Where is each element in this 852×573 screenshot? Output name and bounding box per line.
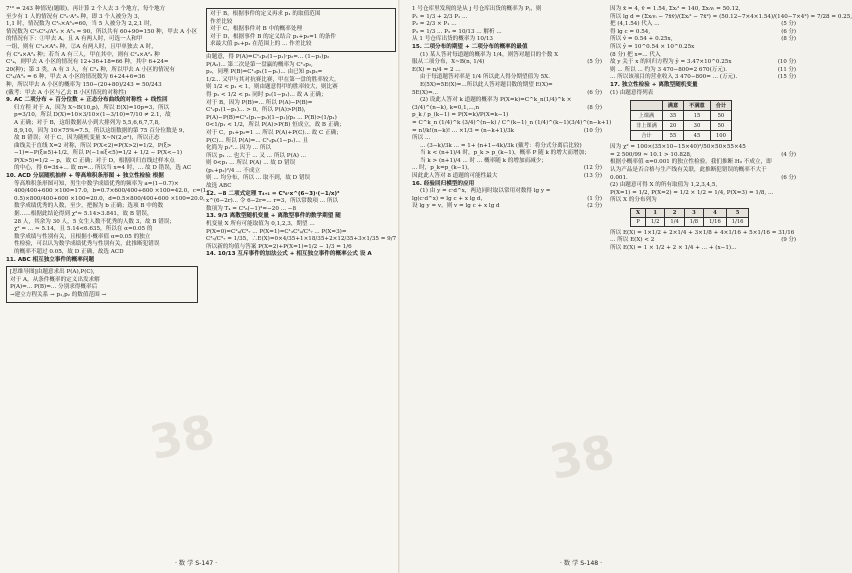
text-line <box>610 237 796 245</box>
text-line <box>6 21 198 29</box>
score-mark: (5 分) <box>781 21 796 28</box>
line-text: P(C)... 所以 P(A)=... C¹₂p₁(1−p₁)... 且 <box>206 137 309 144</box>
text-line <box>10 284 194 292</box>
line-text: 归方程 对于 A，因为 X~B(10,p)，所以 E(X)=10p=3，所以 <box>14 104 170 111</box>
line-text: 至少有 1 人的情况有 C²₅·A³₃ 种，即 3 个人被分为 3, <box>6 13 140 20</box>
line-text: A 正确；对于 B，这组数据从小到大排列为 5,5,6,6,7,7,8, <box>14 119 160 126</box>
line-text: 故 B 错误；对于 C，因为随机变量 X~N(2,σ²)，所以正态 <box>14 135 160 142</box>
table-cell: 35 <box>662 111 683 121</box>
text-line <box>412 112 602 120</box>
line-text: 所以 X 的分布列为 <box>610 197 657 204</box>
line-text: 由题意，得 P(A)=C¹₂p₁(1−p₁)·p₂=... (1−p₁)p₂ <box>206 53 330 60</box>
text-line <box>412 203 602 211</box>
line-text: χ² = ... ≈ 5.14，且 5.14<6.635，所以在 α=0.05 的 <box>14 226 153 233</box>
line-text: P(X>5)=1/2 − p，故 C 正确；对于 D，根据回归直线过样本点 <box>14 157 175 164</box>
line-text: P₁ = 1/3 + 2/3 P₁ ... <box>412 13 468 20</box>
text-line <box>206 54 396 62</box>
left-page <box>0 0 400 573</box>
text-line <box>610 74 796 82</box>
line-text: (8 分) 把 x=... 代入 <box>610 51 661 58</box>
text-line <box>206 138 396 146</box>
text-line <box>6 150 198 158</box>
left-page-footer: · 数 学 S-147 · <box>175 560 218 567</box>
text-line <box>206 221 396 229</box>
line-text: 故选 ABC <box>206 183 232 190</box>
score-mark: (8 分) <box>781 36 796 43</box>
line-text: (p₁+p₂)²/4 ... 不成立 <box>206 167 261 174</box>
line-text: 的概率不超过 0.05，故 D 正确，故选 ACD <box>14 249 124 255</box>
text-line <box>610 159 796 167</box>
text-line <box>10 269 194 277</box>
score-mark: (11 分) <box>777 66 796 73</box>
text-line <box>412 59 602 67</box>
text-line <box>412 21 602 29</box>
line-text: (1) 由 y = c·d^x，两边同时取以常用对数得 lg y = <box>420 188 551 195</box>
line-text: ... 时，p_k=p_(k−1)， <box>412 165 473 172</box>
line-text: lg(c·d^x) = lg c + x lg d， <box>412 195 487 202</box>
line-text: 1 号仓库里发现的是从 j 号仓库出货的概率为 Pⱼ，则 <box>412 6 542 12</box>
line-text: 对于 B，因为 P(B)=... 所以 P(A)−P(B)= <box>206 99 313 106</box>
text-line <box>206 84 396 92</box>
text-line <box>6 112 198 120</box>
line-text: P(A)−P(B)=C¹₂(p₁−p₂)(1−p₁)/p₂ ... P(B)>(1/p₁) <box>206 114 337 121</box>
line-text: 故 y 关于 x 的回归方程为 ŷ = 3.47×10^0.25x <box>610 59 732 66</box>
line-text: 对于 D，根据事件 B 的定义结合 p₁+p₂=1 的条件 <box>210 33 336 40</box>
table-cell: 1/16 <box>704 217 727 226</box>
line-text: (戴考：甲去 A 小区与乙去 B 小区情况的对称性) <box>6 89 127 96</box>
line-text: 所以 lg d = (Σxᵢvᵢ − 7x̄v̄)/(Σxᵢ² − 7x̄²) = (50.12−7×4×1.54)/(140−7×4²) = 7/28 = 0.25, <box>610 13 852 20</box>
mind-map-box <box>6 266 198 302</box>
table-cell: 1/8 <box>684 217 703 226</box>
line-text: C²₄/A³₃ = 6 种，甲去 A 小区的情况数为 6+24+6=36 <box>6 74 146 81</box>
text-line <box>412 128 602 136</box>
text-line <box>206 236 396 244</box>
text-line <box>6 36 198 44</box>
line-text: 13. 9/3 离散型随机变量 + 离散型事件的数学期望 随 <box>206 213 341 220</box>
text-line <box>6 128 198 136</box>
line-text: 得 p₁ < 1/2 < p₂ 同时 p₁(1−p₁)... 故 A 正确； <box>206 91 327 98</box>
line-text: [思维导图]由题意求出 P(A),P(C), <box>10 269 95 276</box>
line-text: 10. ACD 分层随机抽样 + 等高堆积条形图 + 独立性检验 根据 <box>6 173 164 180</box>
line-text: 28 人，其余为 30 人，5 女生人数不优秀的人数 3，故 B 错误； <box>14 218 175 225</box>
text-line <box>412 36 602 44</box>
table-header-cell: 不满意 <box>684 101 711 111</box>
section-heading <box>6 97 198 105</box>
line-text: ... 所以 E(X) < 2 <box>610 237 655 244</box>
line-text: 对于 C，根据事件对 B 中的概率处理 <box>210 26 303 33</box>
text-line <box>610 59 796 67</box>
table-cell: 20 <box>662 121 683 131</box>
left-column-2 <box>206 6 396 551</box>
line-text: p_k / p_(k−1) = P(X=k)/P(X=k−1) <box>412 112 509 119</box>
text-line <box>206 122 396 130</box>
table-header-cell: 3 <box>684 208 703 217</box>
text-line <box>610 6 796 14</box>
table-header-cell: 1 <box>646 208 665 217</box>
text-line <box>6 82 198 90</box>
line-text: C¹₄，则甲去 A 小区的情况有 12+36+18=66 种，其中 6+24= <box>6 59 169 66</box>
line-text: 对于 C，p₁+p₂=1 ... 所以 P(A)+P(C)... 故 C 正确； <box>206 129 342 136</box>
line-text: = C^k_n (1/4)^k (3/4)^(n−k) / C^(k−1)_n (1/4)^(k−1)(3/4)^(n−k+1) <box>412 119 612 126</box>
line-text: 所以 v̂ = 0.54 + 0.25x, <box>610 36 673 43</box>
table-cell: P <box>631 217 646 226</box>
line-text: 5E(X)=... <box>412 89 439 96</box>
line-text: 0<1/p₁ < 1/2，所以 P(A)>P(B) 恒成立，故 B 正确； <box>206 122 345 129</box>
line-text: 14. 10/13 互斥事件的加法公式 + 相互独立事件的概率公式 设 A <box>206 251 372 258</box>
line-text: 7¹⁰ = 243 种情况(题眼)，再计算 2 个人去 3 个地方，每个地方 <box>6 6 166 12</box>
table-header-cell: 4 <box>704 208 727 217</box>
table-cell: 1/16 <box>726 217 749 226</box>
line-text: C³₃/C³₇ = 1/35，∴E(X)=0×4/35+1×18/35+2×12/35+3×1/35 = 9/7 <box>206 236 397 243</box>
text-line <box>6 165 198 173</box>
line-text: −1)=−P(ξ≥5)+1/2，所以 P(−1≤ξ<5)=1/2 + 1/2 − P(X<−1) <box>14 150 183 157</box>
text-line <box>6 249 198 257</box>
text-line <box>610 245 796 253</box>
mind-map-box <box>206 8 396 52</box>
line-text: 曲线关于直线 X=2 对称，所以 P(X<2)=P(X>2)=1/2，P(ξ> <box>14 142 172 149</box>
line-text: ... 所以该项目的营业收入 3 470−800= ... (万元). <box>610 74 738 81</box>
text-line <box>6 188 212 196</box>
line-text: 17. 独立性检验 + 离散型随机变量 <box>610 81 698 88</box>
text-line <box>206 175 396 183</box>
text-line <box>610 21 796 29</box>
line-text: E(5X)=5E(X)=...所以此人答对题目数的期望 E(X)= <box>420 81 553 88</box>
section-heading <box>610 82 796 90</box>
line-text: 机变量 X 所有可能取值为 0,1,2,3，期望 ... <box>206 221 315 228</box>
line-text: P(A)=... P(B)=... 分别求得概率后 <box>10 284 98 291</box>
table-cell: 55 <box>662 131 683 141</box>
line-text: 15. 二项分布的期望 + 二项分布的概率的最值 <box>412 43 528 50</box>
line-text: 认为产品是否合格与生产线有关联，此推断犯错误的概率不大于 <box>610 166 767 173</box>
line-text: 因为 χ² = 100×(35×10−15×40)²/50×50×55×45 <box>610 144 746 151</box>
text-line <box>206 160 396 168</box>
line-text: 的中心，得 6=3x̄+... 故 m=... 所以当 x=4 时，... 故 D 错误，选 AC <box>14 165 192 172</box>
line-text: (2) 设此人答对 k 道题的概率为 P(X=k)=C^k_n(1/4)^k × <box>420 97 572 104</box>
score-mark: (5 分) <box>587 59 602 66</box>
table-cell: 非上课满 <box>631 121 663 131</box>
table-cell: 1/4 <box>665 217 684 226</box>
distribution-table <box>630 208 749 227</box>
line-text: p=3/10，所以 D(X)=10×3/10×(1−3/10)=7/10 ≠ 2.1，故 <box>14 112 171 119</box>
text-line <box>210 11 392 19</box>
score-mark: (10 分) <box>777 59 796 66</box>
score-mark: (8 分) <box>587 104 602 111</box>
text-line <box>206 130 396 138</box>
line-text: 11. ABC 相互独立事件的概率问题 <box>6 256 95 263</box>
line-text: 数学成绩优秀的人数，至少，把握为 b 正确；选项 B 中的数 <box>14 203 164 210</box>
text-line <box>412 173 602 181</box>
line-text: 据……根据此结论得到 χ²≈ 5.14>3.841，故 B 错误， <box>14 211 153 218</box>
text-line <box>412 6 602 14</box>
line-text: 有 C²₄×A²₂ 种；若当 A 有三人，甲在其中，则有 C²₄×A²₂ 种 <box>6 51 160 58</box>
text-line <box>412 82 602 90</box>
line-text: 化简为 p₁²... 因为 ... 所以 <box>206 145 272 152</box>
text-line <box>6 241 198 249</box>
line-text: P₃ = 1/3 ... P₃ = 10/13 ... 解析 ... <box>412 28 502 35</box>
line-text: 等高堆积条形图可知，男生中数学成绩优秀的频率为 a=(1−0.7)× <box>14 180 179 187</box>
text-line <box>412 97 602 105</box>
text-line <box>610 90 796 98</box>
section-heading <box>206 213 396 221</box>
table-row <box>631 217 749 226</box>
table-header-cell: 合计 <box>710 101 731 111</box>
text-line <box>6 74 198 82</box>
line-text: 所以 E(X) = 1×1/2 + 2×1/4 + 3×1/8 + 4×1/16 + 5×1/16 = 31/16 <box>610 229 795 236</box>
line-text: 把 (4,1.54) 代入 ... <box>610 21 660 28</box>
text-line <box>412 74 602 82</box>
line-text: 20(种)；第 3 类，A 有 3 人，有 C²₄ 种，所以甲去 A 小区的情况有 <box>6 66 175 73</box>
score-mark: (6 分) <box>781 28 796 35</box>
section-heading <box>6 257 198 265</box>
table-header-row <box>631 208 749 217</box>
text-line <box>610 144 796 152</box>
line-text: 服从二项分布，X~B(n, 1/4) <box>412 59 485 66</box>
line-text: 性检验，可以认为数学成绩优秀与性别有关，此推断犯错误 <box>14 241 160 248</box>
line-text: (1) 由题意得列表 <box>610 89 654 96</box>
line-text: x^(6−2r)... 令 6−2r=... r=3，所以常数项 ... 所以 <box>206 198 339 205</box>
line-text: 则 0<p₁ ... 所以 P(A) ... 故 D 错误 <box>206 160 296 167</box>
line-text: 从 1 号仓库出货的概率为 10/13 <box>412 36 493 43</box>
text-line <box>610 36 796 44</box>
score-mark: (1 分) <box>587 195 602 202</box>
section-heading <box>412 44 602 52</box>
line-text: p₂，同理 P(B)=C¹₂p₁(1−p₁)... 由已知 p₁p₂= <box>206 69 323 76</box>
text-line <box>10 292 194 300</box>
score-mark: (9 分) <box>781 237 796 244</box>
table-cell: 上课满 <box>631 111 663 121</box>
line-text: 则 1/2 < p₁ < 1，则由题意得甲的胜率较大，则比赛 <box>206 84 338 91</box>
table-row <box>631 121 732 131</box>
text-line <box>206 145 396 153</box>
line-text: 16. 经验回归模型的应用 <box>412 180 475 187</box>
line-text: 因为 x̄ = 4, v̄ = 1.54, Σxᵢ² = 140, Σxᵢvᵢ = 50.12, <box>610 6 741 12</box>
table-cell: 15 <box>684 111 711 121</box>
text-line <box>610 182 796 190</box>
line-text: 当 k < (n+1)/4 时，p_k > p_(k−1)，概率 P 随 k 的增大而增加； <box>420 150 590 157</box>
line-text: 所以新的均值与答案 P(X=2)+P(X=1)=1/2 − 1/3 = 1/6 <box>206 243 352 250</box>
line-text: = 2 500/99 ≈ 10.1 > 10.828, <box>610 151 692 158</box>
line-text: 数学成绩与性别有关，且根据小概率值 α=0.05 的独立 <box>14 233 151 240</box>
right-page-footer: · 数 学 S-148 · <box>560 560 603 567</box>
line-text: 0.5)×800/400+600 ×100=20.0，d=0.5×800/400+600 ×100=20.0， <box>14 195 209 202</box>
line-text: 1,1 时，情况数为 C³₅×A³₃=60，当 5 人被分为 2,2,1 时， <box>6 21 156 28</box>
text-line <box>6 44 198 52</box>
text-line <box>6 135 198 143</box>
text-line <box>610 175 796 183</box>
line-text: 所以 p₁ ... 也大于 ... 又 ... 所以 P(A) ... <box>206 152 307 159</box>
line-text: = n!/k!(n−k)! ... ×1/3 = (n−k+1)/3k <box>412 127 515 134</box>
line-text: E(X) = n/4 = 2 ... <box>412 66 461 73</box>
line-text: (1) 某人答对每道题的概率为 1/4，则答对题目的个数 X <box>420 51 559 58</box>
text-line <box>6 203 198 211</box>
table-header-cell: X <box>631 208 646 217</box>
left-column-1 <box>6 6 212 551</box>
table-cell: 合计 <box>631 131 663 141</box>
score-mark: (15 分) <box>777 74 796 81</box>
table-row <box>631 131 732 141</box>
line-text: 数项为 T₄ = C³₆(−1)³=−20 ... −8 <box>206 205 297 212</box>
table-header-cell: 2 <box>665 208 684 217</box>
text-line <box>412 188 602 196</box>
line-text: 所以 ŷ = 10^0.54 × 10^0.25x <box>610 43 695 50</box>
text-line <box>412 90 602 98</box>
text-line <box>206 69 396 77</box>
table-cell: 45 <box>684 131 711 141</box>
text-line <box>6 90 198 98</box>
score-mark: (6 分) <box>781 174 796 181</box>
text-line <box>210 26 392 34</box>
line-text: 0.001. <box>610 174 628 181</box>
line-text: 则 ... 所以 ... 约为 3 470−800=2 670(万元). <box>610 66 727 73</box>
text-line <box>6 226 198 234</box>
line-text: (2) 由题意可得 X 的所有取值为 1,2,3,4,5, <box>610 182 718 189</box>
line-text: (3/4)^(n−k), k=0,1,...,n <box>412 104 480 111</box>
text-line <box>6 59 198 67</box>
line-text: 12. −8 二项式定理 T₄₊₁ = C³₆·x^(6−3)·(−1/x)³ <box>206 190 340 197</box>
score-mark: (4 分) <box>781 151 796 158</box>
score-mark: (6 分) <box>587 89 602 96</box>
line-text: ... (3−k)/3k ... = 1+ (n+1−4k)/3k (戴考：将分式分离后比较) <box>420 142 582 149</box>
right-page <box>400 0 852 573</box>
text-line <box>6 120 198 128</box>
text-line <box>210 41 392 49</box>
text-line <box>610 44 796 52</box>
line-text: 当 k > (n+1)/4 ... 时 ... 概率随 k 的增加而减少； <box>420 157 547 164</box>
line-text: 所以 E(X) = 1 × 1/2 + 2 × 1/4 + ... + (x−1)... <box>610 245 737 252</box>
text-line <box>206 107 396 115</box>
text-line <box>412 150 602 158</box>
table-cell: 100 <box>710 131 731 141</box>
text-line <box>206 198 396 206</box>
line-text: P(X=1) = 1/2, P(X=2) = 1/2 × 1/2 = 1/4, P(X=3) = 1/8, ... <box>610 189 774 196</box>
section-heading <box>206 251 396 259</box>
score-mark: (10 分) <box>583 127 602 134</box>
table-header-cell: 5 <box>726 208 749 217</box>
text-line <box>6 6 198 14</box>
table-cell: 50 <box>710 111 731 121</box>
line-text: →建立方程关系 → p₁,p₂ 的数值范围 → <box>10 291 107 298</box>
line-text: 的情况有下：①甲去 A，且 A 有两人时，可选一人和甲 <box>6 36 143 43</box>
text-line <box>206 100 396 108</box>
text-line <box>412 14 602 22</box>
line-text: 一组，则有 C¹₄×A³₃ 种，②A 有两人时，且甲单独去 A 时， <box>6 43 157 50</box>
text-line <box>412 135 602 143</box>
line-text: 由于每道题答对率是 1/4 所以此人得分期望值为 5X. <box>420 74 550 81</box>
contingency-table <box>630 100 732 141</box>
table-header-cell: 满意 <box>662 101 683 111</box>
table-cell: 1/2 <box>646 217 665 226</box>
score-mark: (2 分) <box>587 203 602 210</box>
line-text: 因此此人答对 8 道题的可能性最大 <box>412 173 498 180</box>
text-line <box>412 165 602 173</box>
text-line <box>206 92 396 100</box>
table-cell: 30 <box>684 121 711 131</box>
line-text: 种，所以甲去 A 小区的概率为 150−(20+80)/243 = 50/243 <box>6 81 162 88</box>
score-mark: (12 分) <box>583 165 602 172</box>
line-text: 根据小概率值 α=0.001 的独立性检验，我们推断 H₀ 不成立，即 <box>610 159 772 166</box>
line-text: 作差比较 <box>210 18 233 25</box>
line-text: P(X=0)=C²₄/C³₇ ... P(X=1)=C¹₃C²₄/C³₇ ... P(X=3)= <box>206 228 347 235</box>
line-text: 设 lg y = v，则 v = lg c + x lg d <box>412 203 500 210</box>
line-text: 情况数为 C²₅C²₃/A²₂ × A³₃ = 90，所以共有 60+90=150 种，甲去 A 小区 <box>6 28 198 35</box>
text-line <box>610 167 796 175</box>
line-text: P₂ = 2/3 × P₁ ... <box>412 21 457 28</box>
line-text: 求最大值 p₁+p₂ 在范围上的 ... 作差比较 <box>210 41 312 48</box>
text-line <box>6 211 198 219</box>
line-text: 对于 A，从条件概率的定义出发求解 <box>10 276 100 283</box>
line-text: 则 ... 均分布，所以 ... 取不到，故 D 错误 <box>206 175 311 182</box>
line-text: 1/2... 又甲与其对抗赛比赛，甲在第一盘的胜率较大。 <box>206 76 340 83</box>
score-mark: (13 分) <box>583 173 602 180</box>
line-text: 8,9,10，因为 10×75%=7.5，所以这组数据的第 75 百分位数是 9， <box>14 127 189 134</box>
line-text: 所以 ... <box>412 135 431 142</box>
table-header-cell <box>631 101 663 111</box>
line-text: 对于 B，根据事件的定义再求 p₁ 的取值范围 <box>210 11 321 17</box>
line-text: C¹₂p₁(1−p₁)... > 0，所以 P(A)>P(B)， <box>206 107 310 114</box>
line-text: 得 lg c = 0.54, <box>610 28 651 35</box>
right-column-2 <box>610 6 852 551</box>
line-text: 9. AC 二项分布 + 百分位数 + 正态分布曲线的对称性 + 线性回 <box>6 97 168 104</box>
watermark-right: 38 <box>545 423 619 491</box>
text-line <box>610 197 796 205</box>
text-line <box>206 183 396 191</box>
line-text: 400/400+600 ×100=17.0，b=0.7×600/400+600 ×100=42.0，c=(1− <box>14 188 212 195</box>
watermark-left: 38 <box>145 403 219 471</box>
table-row <box>631 111 732 121</box>
table-header-row <box>631 101 732 111</box>
line-text: P(A₂)... 第二次是第一盘赢的概率为 C¹₂p₂, <box>206 61 313 68</box>
section-heading <box>6 173 198 181</box>
table-cell: 50 <box>710 121 731 131</box>
